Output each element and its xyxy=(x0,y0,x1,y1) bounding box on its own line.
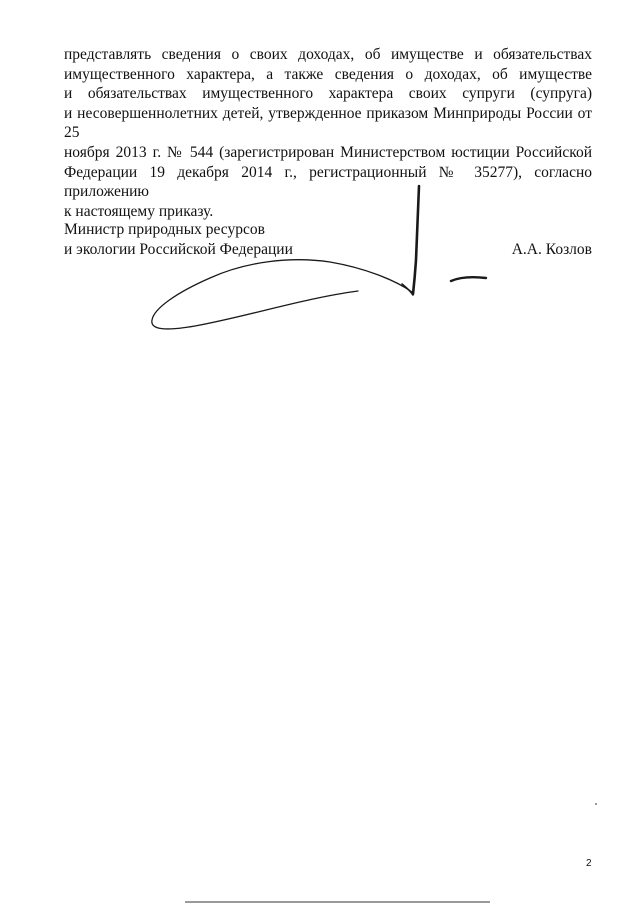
signer-title-line: Министр природных ресурсов xyxy=(64,221,265,238)
page-number: 2 xyxy=(586,858,592,869)
paragraph-line: и обязательствах имущественного характера своих супруги (супруга) xyxy=(64,85,592,103)
scan-artifact xyxy=(595,803,597,805)
paragraph-line: к настоящему приказу. xyxy=(64,202,214,220)
signer-title-line: и экологии Российской Федерации xyxy=(64,240,293,258)
paragraph-line: Федерации 19 декабря 2014 г., регистрационный № 35277), согласно приложению xyxy=(64,163,592,201)
paragraph-line: представлять сведения о своих доходах, об имуществе и обязательствах xyxy=(64,46,592,63)
paragraph-line: и несовершеннолетних детей, утвержденное приказом Минприроды России от 25 xyxy=(64,104,592,142)
signer-name: А.А. Козлов xyxy=(511,240,592,258)
paragraph-line: ноября 2013 г. № 544 (зарегистрирован Министерством юстиции Российской xyxy=(64,143,592,161)
handwritten-signature xyxy=(140,180,500,340)
scan-artifact xyxy=(185,901,490,903)
paragraph-line: имущественного характера, а также сведения о доходах, об имуществе xyxy=(64,65,592,83)
